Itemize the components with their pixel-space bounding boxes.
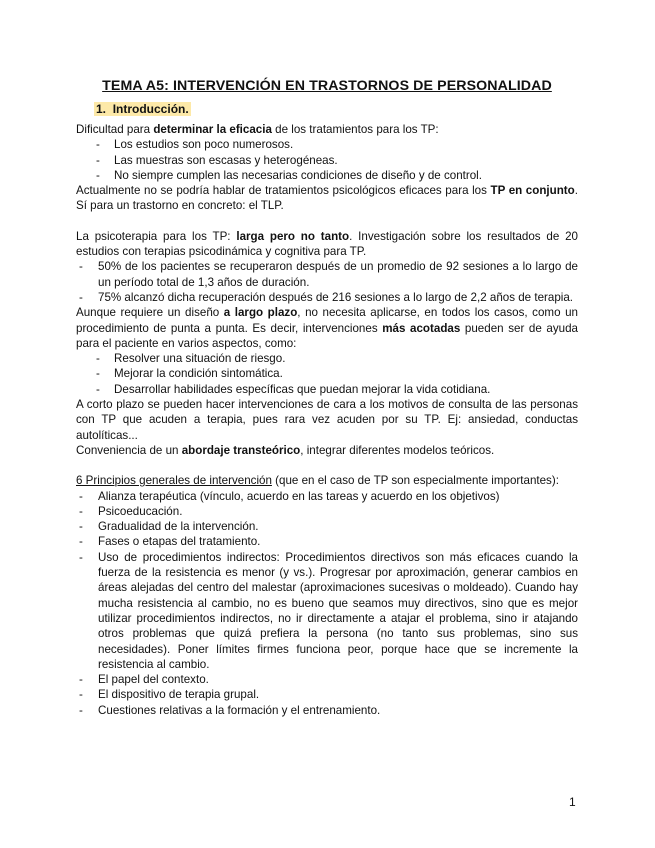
document-body [76, 77, 578, 718]
bold-run: larga pero no tanto [236, 229, 350, 243]
text-run: La psicoterapia para los TP: [76, 229, 237, 243]
list-item: - 75% alcanzó dicha recuperación después de 216 sesiones a lo largo de 2,2 años de terapia. [76, 290, 578, 305]
list-item: - Gradualidad de la intervención. [76, 519, 578, 534]
bold-run: abordaje transteórico [181, 443, 301, 457]
list-aspects [76, 351, 578, 397]
list-item: - Las muestras son escasas y heterogéneas. [76, 153, 578, 168]
text-run: Conveniencia de un [76, 443, 182, 457]
text-run: Actualmente no se podría hablar de tratamientos psicológicos eficaces para los [76, 184, 491, 198]
page-number: 1 [569, 795, 576, 809]
text-run: Aunque requiere un diseño [76, 306, 224, 320]
paragraph-principios [76, 473, 578, 488]
list-principles [76, 489, 578, 718]
list-item: - Resolver una situación de riesgo. [76, 351, 578, 366]
section-heading-highlight [94, 102, 191, 116]
bold-run: determinar la eficacia [153, 123, 272, 136]
text-run: de los tratamientos para los TP: [271, 123, 439, 136]
section-number: 1. [96, 102, 107, 116]
section-heading [94, 102, 578, 117]
text-run: , no necesita aplicarse, en todos los casos, como un procedimiento de punta a punta. Es decir, intervenciones [76, 306, 578, 335]
bold-run: a largo plazo [223, 306, 298, 320]
bold-run: más acotadas [382, 321, 461, 335]
list-item: - Desarrollar habilidades específicas que puedan mejorar la vida cotidiana. [76, 382, 578, 397]
paragraph-largo-plazo [76, 305, 578, 351]
list-item: - Fases o etapas del tratamiento. [76, 534, 578, 549]
list-item: - Cuestiones relativas a la formación y el entrenamiento. [76, 703, 578, 718]
list-item: - Alianza terapéutica (vínculo, acuerdo en las tareas y acuerdo en los objetivos) [76, 489, 578, 504]
list-item: - Mejorar la condición sintomática. [76, 366, 578, 381]
spacer [76, 214, 578, 229]
bold-run: TP en conjunto [490, 184, 575, 198]
paragraph-transteorico [76, 443, 578, 458]
text-run: , integrar diferentes modelos teóricos. [300, 443, 495, 457]
list-results [76, 259, 578, 305]
paragraph-eficacia [76, 122, 578, 137]
text-run: . Sí para un trastorno en concreto: el TLP. [76, 184, 578, 213]
list-item: - Los estudios son poco numerosos. [76, 137, 578, 152]
paragraph-psicoterapia [76, 229, 578, 260]
list-item: - Uso de procedimientos indirectos: Procedimientos directivos son más eficaces cuando la fuerza de la resistencia es menor (y vs.). Progresar por aproximación, generar cambios en áreas alejadas del centro del malestar (aproximaciones sucesivas o moldeado). Cuando hay mucha resistencia al cambio, no es bueno que seamos muy directivos, sino que es mejor utilizar procedimientos indirectos, no ir directamente a atajar el problema, sino ir atajando otros problemas que quizá prefiera la persona (no tanto sus problemas, sino sus necesidades). Poner límites firmes funciona peor, porque hace que se incremente la resistencia al cambio. [76, 550, 578, 672]
list-item: - El dispositivo de terapia grupal. [76, 687, 578, 702]
text-run: . Investigación sobre los resultados de 20 estudios con terapias psicodinámica y cognitiva para TP. [76, 229, 579, 259]
list-item: - 50% de los pacientes se recuperaron después de un promedio de 92 sesiones a lo largo de un período total de 1,3 años de duración. [76, 259, 578, 290]
text-run: (que en el caso de TP son especialmente importantes): [271, 474, 559, 488]
text-run: pueden ser de ayuda para el paciente en varios aspectos, como: [76, 321, 578, 350]
page-title: TEMA A5: INTERVENCIÓN EN TRASTORNOS DE PERSONALIDAD [102, 78, 552, 94]
paragraph-tp-conjunto [76, 183, 578, 214]
spacer [76, 458, 578, 473]
paragraph-corto-plazo: A corto plazo se pueden hacer intervenciones de cara a los motivos de consulta de las personas con TP que acuden a terapia, pues rara vez acuden por su TP. Ej: ansiedad, conductas autolíticas... [76, 398, 578, 442]
section-label: Introducción. [112, 102, 189, 116]
list-item: - No siempre cumplen las necesarias condiciones de diseño y de control. [76, 168, 578, 183]
list-item: - Psicoeducación. [76, 504, 578, 519]
underlined-run: 6 Principios generales de intervención [76, 474, 272, 488]
list-limitations [76, 137, 578, 183]
text-run: Dificultad para [76, 123, 154, 136]
list-item: - El papel del contexto. [76, 672, 578, 687]
